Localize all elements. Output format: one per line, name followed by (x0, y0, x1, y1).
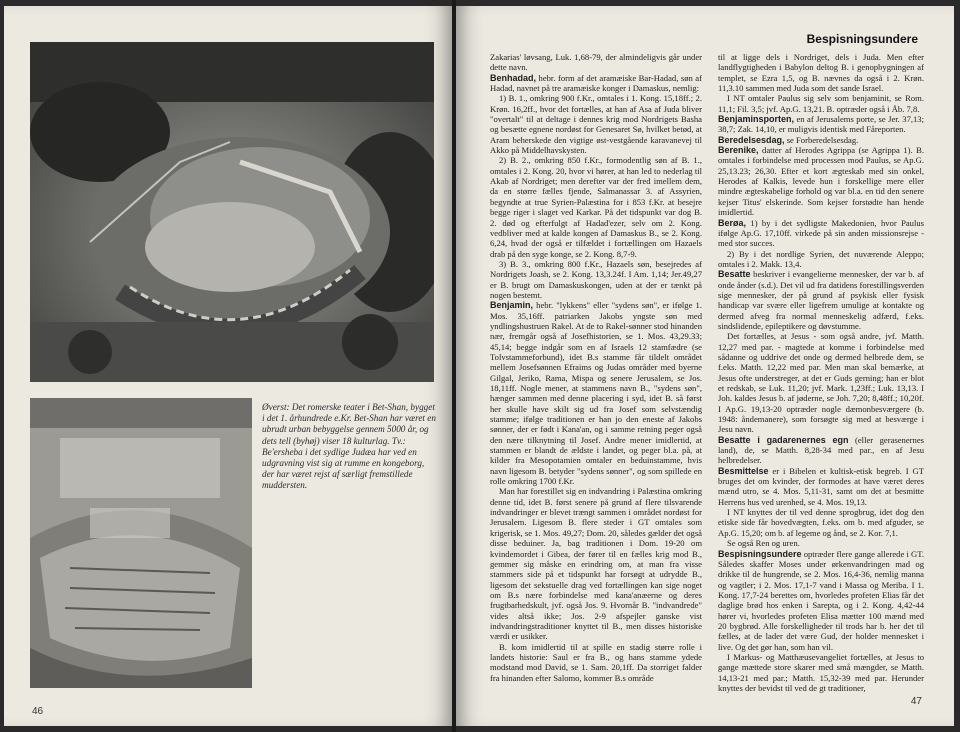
dictionary-entry (718, 249, 924, 270)
photo-caption: Øverst: Det romerske teater i Bet-Shan, bygget i det 1. århundrede e.Kr. Bet-Shan har været en ubrudt urban bebyggelse gennem 5000 år, og dets tell (byhøj) viser 18 kulturlag. Tv.: Be'ersheba i det sydlige Judæa har ved en udgravning vist sig at rumme en kongeborg, der har været rejst af særligt fremstillede muddersten. (262, 402, 436, 491)
entry-headword: Benhadad, (490, 72, 537, 83)
dictionary-entry (490, 52, 702, 73)
entry-text: Det fortælles, at Jesus - som også andre, jvf. Matth. 12,27 med par. - magtede at komme i forbindelse med sådanne og uddrive det onde og dermed helbrede dem, se f.eks. Matth. 12,22 med par. Men man skal bemærke, at Jesus ofte understreger, at det er Guds gerning; han er blot et redskab, se Luk. 11,20; jvf. Mark. 1,23ff.; Luk. 13,13. I Joh. kaldes Jesus b. af jøderne, se Joh. 7,20; 8,48ff.; 10,20f. I Ap.G. 19,13-20 optræder nogle dæmonbesværgere (b. 1948: åndemanere), som forsøgte sig med at besværge i Jesu navn. (718, 331, 924, 435)
dictionary-entry (490, 486, 702, 641)
entry-text: Zakarias' løvsang, Luk. 1,68-79, der almindeligvis går under dette navn. (490, 52, 702, 73)
dictionary-entry (490, 155, 702, 258)
dictionary-entry (718, 507, 924, 538)
dictionary-entry (718, 218, 924, 249)
running-head: Bespisningsundere (806, 32, 918, 46)
entry-headword: Besatte (718, 269, 751, 280)
entry-text: I NT omtaler Paulus sig selv som benjaminit, se Rom. 11,1; Fil. 3,5; jvf. Ap.G. 13,21. B. optræder også i Åb. 7,8. (718, 93, 924, 114)
dictionary-entry (718, 466, 924, 507)
dictionary-entry (718, 52, 924, 93)
dictionary-entry (718, 652, 924, 693)
entry-text: 1) B. 1., omkring 900 f.Kr., omtales i 1. Kong. 15,18ff.; 2. Krøn. 16,2ff., hvor det fortælles, at han af Asa af Juda bliver "overtalt" til at deltage i dennes krig mod Nordrigets Basha og besætte egnene nordøst for Genesaret Sø, hvilket betød, at Aram beherskede den vigtige øst-vestgående karavanevej til Akko på Middelhavskysten. (490, 93, 702, 156)
dictionary-entry (490, 300, 702, 486)
entry-text: en af Jerusalems porte, se Jer. 37,13; 38,7; Zak. 14,10, er muligvis identisk med Fåreporten. (718, 114, 924, 135)
entry-text: datter af Herodes Agrippa (se Agrippa 1). B. omtales i forbindelse med processen mod Paulus, se Ap.G. 25,13.23; 26,30. Efter et kort ægteskab med sin onkel, Herodes af Kalkis, levede hun i forskellige mere eller mindre ægteskabelige forhold og var bl.a. en tid den senere kejser Titus' elskerinde. Som kejser forstødte han hende imidlertid. (718, 145, 924, 218)
entry-text: hebr. "lykkens" eller "sydens søn", er ifølge 1. Mos. 35,16ff. patriarken Jakobs yngste søn med yndlingshustruen Rakel. At de to Rakel-sønner stod hinanden nær, fremgår også af Josefhistorien, se 1. Mos. 43,29.33; 45,14; begge indgår som en af Israels 12 stamfædre (se Tolvstammeforbund), idet B.s stamme får tildelt området mellem Josefsønnen Efraims og Judas områder med byerne Gilgal, Jeriko, Rama, Mispa og senere Jerusalem, se Jos. 18,11ff. Nogle mener, at stammens navn B., "sydens søn", hænger sammen med denne placering i syd, idet B. så først her skulle have skilt sig ud fra Josef som selvstændig stamme; ifølge traditionen er han jo den eneste af Jakobs sønner, der er født i Kana'an, og i samme retning peger også den nære tilknytning til Josef. Andre mener imidlertid, at stammen er blandt de ældste i landet, og peger bl.a. på, at kilder fra Mesopotamien omtaler en beduinstamme, hvis navn ligesom B. betyder "sydens sønner", og som spillede en rolle omkring 1700 f.Kr. (490, 300, 702, 487)
beersheba-photo (30, 398, 252, 688)
dictionary-entry (718, 549, 924, 652)
entry-text: beskriver i evangelierne mennesker, der var b. af onde ånder (s.d.). Det vil ud fra datidens forestillingsverden sige mennesker, der på grund af psykisk eller fysisk handicap var svære eller ligefrem umulige at kontakte og dermed afveg fra normal menneskelig adfærd, f.eks. sindslidende, epileptikere og døvstumme. (718, 269, 924, 331)
text-column-2 (718, 52, 924, 693)
entry-headword: Besatte i gadarenernes egn (718, 434, 849, 445)
page-number-right: 47 (910, 696, 922, 707)
text-column-1 (490, 52, 702, 683)
entry-text: hebr. form af det aramæiske Bar-Hadad, søn af Hadad, navnet på tre aramæiske konger i Damaskus, nemlig: (490, 72, 702, 94)
entry-text: til at ligge dels i Nordriget, dels i Juda. Men efter landflygtigheden i Babylon deltog B. i genopbygningen af templet, se Ezra 1,5, og B. nævnes da også i 2. Krøn. 11,3.10 sammen med Juda som det sande Israel. (718, 52, 924, 94)
entry-text: Man har forestillet sig en indvandring i Palæstina omkring denne tid, idet B. først senere på grund af flere tilsvarende indvandringer er blevet trængt sammen i området nordøst for Jerusalem. Ligesom B. flere steder i GT omtales som krigerisk, se 1. Mos. 49,27; Dom. 20, således gælder det også disse beduiner. Ja, bag traditionen i Dom. 19-20 om kvindemordet i Gibea, der fører til en fælles krig mod B., gemmer sig måske en erindring om, at man fra visse stammers side på et tidspunkt har forsøgt at udrydde B., ligesom det sekstuelle drag ved fortællingen kan sige noget om B.s nære forbindelse med kana'anæerne og deres frugtbarhedskult, jvf. også Jos. 9. Hvornår B. "indvandrede" vides altså ikke; Jos. 2-9 afspejler ganske vist indvandringstraditioner knyttet til B., men disses historiske værdi er usikker. (490, 486, 702, 642)
entry-text: er i Bibelen et kultisk-etisk begreb. I GT bruges det om kvinder, der formodes at have været deres mænd utro, se 4. Mos. 5,11-31, samt om det at besmitte Herrens hus ved urenhed, se 4. Mos. 19,13. (718, 465, 924, 507)
dictionary-entry (718, 538, 924, 548)
entry-text: 1) by i det sydligste Makedonien, hvor Paulus ifølge Ap.G. 17,10ff. virkede på sin anden missionsrejse - med stor succes. (718, 217, 924, 249)
entry-headword: Benjaminsporten, (718, 114, 795, 125)
entry-headword: Berenike, (718, 145, 759, 156)
dictionary-entry (718, 135, 924, 145)
dictionary-entry (718, 145, 924, 217)
entry-text: Se også Ren og uren. (727, 538, 800, 549)
dictionary-entry (718, 114, 924, 135)
dictionary-entry (718, 435, 924, 466)
dictionary-entry (718, 269, 924, 331)
entry-text: 2) By i det nordlige Syrien, det nuværende Aleppo; omtales i 2. Makk. 13,4. (718, 248, 924, 269)
dictionary-entry (490, 259, 702, 300)
entry-text: optræder flere gange allerede i GT. Således skaffer Moses under ørkenvandringen mad og drikke til de hungrende, se 2. Mos. 16,4-36, nemlig manna og vagtler; i 2. Mos. 17,1-7 vand i Massa og Meriba. I 1. Kong. 17,7-24 berettes om, hvorledes profeten Elias får det daglige brød hos enken i Sarepta, og i 2. Kong. 4,42-44 hører vi, hvorledes profeten Elisa mætter 100 mænd med 20 bygbrød. Alle forskelligheder til trods har b. her det til fælles, at de lader det være Gud, der holder mennesket i live. Og det gør han, som han vil. (718, 548, 924, 652)
entry-headword: Benjamin, (490, 300, 534, 311)
theater-photo (30, 42, 434, 382)
dictionary-entry (490, 93, 702, 155)
dictionary-entry (490, 642, 702, 683)
left-page (4, 6, 452, 726)
entry-text: B. kom imidlertid til at spille en stadig større rolle i landets historie: Saul er fra B., og hans stamme ydede modstand mod David, se 1. Sam. 20,1ff. Da storriget falder fra hinanden efter Salomo, kommer B.s område (490, 641, 702, 683)
entry-headword: Berøa, (718, 217, 747, 228)
entry-headword: Besmittelse (718, 465, 769, 476)
entry-headword: Beredelsesdag, (718, 134, 785, 145)
right-page (456, 6, 954, 726)
entry-text: se Forberedelsesdag. (784, 134, 859, 145)
entry-text: 3) B. 3., omkring 800 f.Kr., Hazaels søn, besejredes af Nordrigets Joash, se 2. Kong. 13,3.24f. I Am. 1,14; Jer.49,27 er B. brugt om Damaskuskongen, uden at der er tænkt på nogen bestemt. (490, 258, 702, 300)
dictionary-entry (490, 73, 702, 94)
page-number-left: 46 (32, 706, 44, 717)
dictionary-entry (718, 93, 924, 114)
entry-text: I Markus- og Matthæusevangeliet fortælles, at Jesus to gange mættede store skarer med små mængder, se Matth. 14,13-21 med par.; Matth. 15,32-39 med par. Herunder knyttes der bevidst til ved de gt traditioner, (718, 651, 924, 693)
dictionary-entry (718, 331, 924, 434)
entry-text: I NT knyttes der til ved denne sprogbrug, idet dog den etiske side får hovedvægten, f.eks. om b. med afguder, se Ap.G. 15,20; om b. af legeme og ånd, se 2. Kor. 7,1. (718, 507, 924, 538)
entry-text: 2) B. 2., omkring 850 f.Kr., formodentlig søn af B. 1., omtales i 2. Kong. 20, hvor vi hører, at han led to nederlag til Akab af Nordriget; men derefter var der fred imellem dem, da en større fælles fjende, Salmanassar 3. af Assyrien, begyndte at true Syrien-Palæstina for i 853 f.Kr. at besejre begge riger i slaget ved Karkar. På det tidspunkt var dog B. 2. død og efterfulgt af Hadad'ezer, selv om 2. Kong. vedbliver med at kalde kongen af Damaskus B., se 2. Kong. 6,24, hvad der også er tilfældet i fortællingen om Hazaels drab på den syge konge, se 2. Kong. 8,7-9. (490, 155, 702, 259)
entry-headword: Bespisningsundere (718, 548, 802, 559)
entry-text: (eller gerasenernes land), de, se Matth. 8,28-34 med par., en af Jesu helbredelser. (718, 434, 924, 466)
